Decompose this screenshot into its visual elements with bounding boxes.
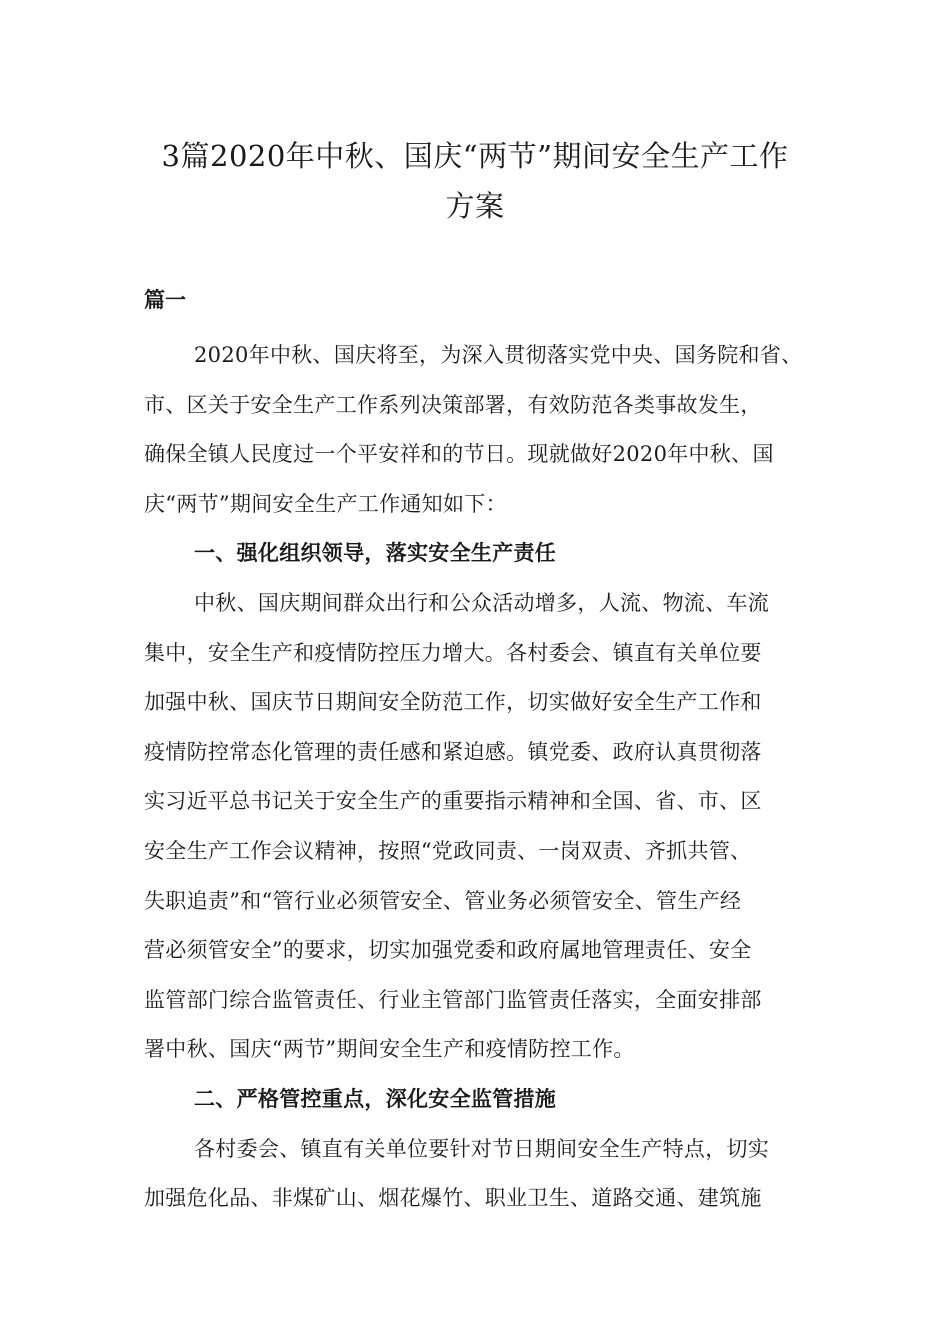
section-label: 篇一 [144,287,186,312]
body-line: 市、区关于安全生产工作系列决策部署，有效防范各类事故发生， [144,393,762,417]
paragraph-first-line: 中秋、国庆期间群众出行和公众活动增多，人流、物流、车流 [194,591,770,615]
document-title-line-1: 3篇2020年中秋、国庆“两节”期间安全生产工作 [161,139,789,173]
section-heading: 一、强化组织领导，落实安全生产责任 [194,540,557,565]
body-line: 确保全镇人民度过一个平安祥和的节日。现就做好2020年中秋、国 [144,442,774,466]
section-heading: 二、严格管控重点，深化安全监管措施 [194,1086,557,1111]
body-line: 集中，安全生产和疫情防控压力增大。各村委会、镇直有关单位要 [144,641,762,665]
body-line: 加强危化品、非煤矿山、烟花爆竹、职业卫生、道路交通、建筑施 [144,1186,762,1210]
body-line: 实习近平总书记关于安全生产的重要指示精神和全国、省、市、区 [144,789,762,813]
body-line: 安全生产工作会议精神，按照“党政同责、一岗双责、齐抓共管、 [144,839,752,863]
body-line: 监管部门综合监管责任、行业主管部门监管责任落实，全面安排部 [144,988,762,1012]
body-line: 疫情防控常态化管理的责任感和紧迫感。镇党委、政府认真贯彻落 [144,740,762,764]
paragraph-first-line: 各村委会、镇直有关单位要针对节日期间安全生产特点，切实 [194,1137,770,1161]
body-line: 庆“两节”期间安全生产工作通知如下： [144,492,507,516]
body-line: 失职追责”和“管行业必须管安全、管业务必须管安全、管生产经 [144,889,742,913]
body-line: 营必须管安全”的要求，切实加强党委和政府属地管理责任、安全 [144,938,752,962]
document-title-line-2: 方案 [445,189,505,223]
body-line: 加强中秋、国庆节日期间安全防范工作，切实做好安全生产工作和 [144,690,762,714]
body-line: 署中秋、国庆“两节”期间安全生产和疫情防控工作。 [144,1037,635,1061]
paragraph-first-line: 2020年中秋、国庆将至，为深入贯彻落实党中央、国务院和省、 [194,343,803,367]
